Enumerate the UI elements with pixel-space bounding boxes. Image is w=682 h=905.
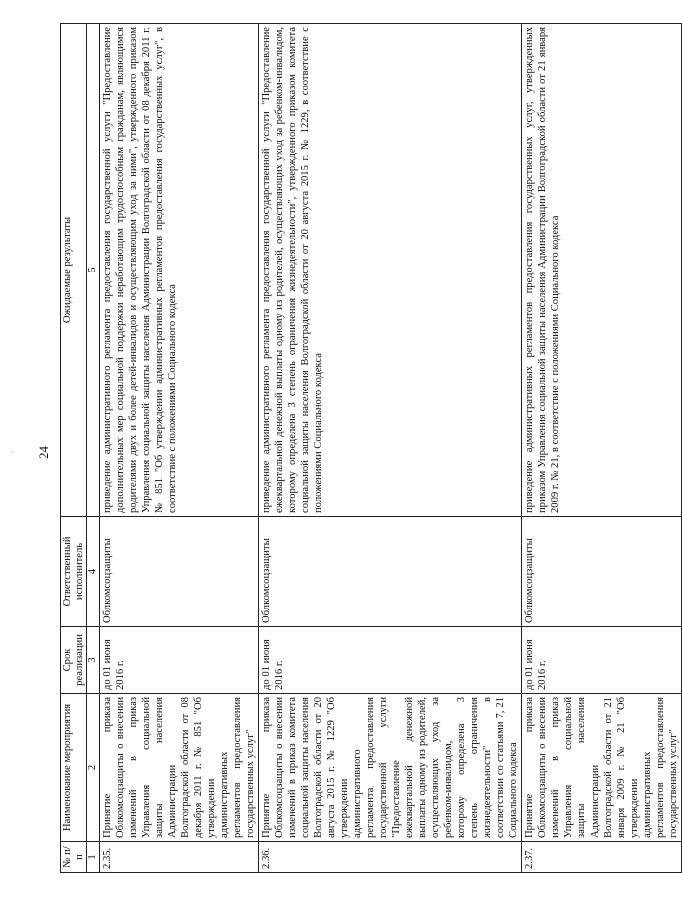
measure-responsible: Облкомсоцзащиты: [99, 517, 258, 627]
measure-result: приведение административного регламента предоставления государственной услуги "Предоставление дополнительных мер социальной поддержки неработающим трудоспособным гражданам, являющимся родителями двух и более детей-инвалидов и осуществляющим уход за ними", утвержденного приказом Управления социальной защиты населения Администрации Волгоградской области от 08 декабря 2011 г. № 851 "Об утверждении административных регламентов предоставления государственных услуг", в соответствие с положениями Социального кодекса: [99, 24, 258, 517]
column-index: 3: [87, 627, 100, 694]
table-header-row: [61, 24, 87, 873]
measures-table: [60, 23, 682, 873]
column-index: 4: [87, 517, 100, 627]
measure-name: Принятие приказа Облкомсоцзащиты о внесении изменений в приказ Управления социальной защиты населения Администрации Волгоградской области от 21 января 2009 г. № 21 "Об утверждении административных регламентов предоставления государственных услуг": [522, 694, 681, 842]
header-term: Срок реализации: [61, 627, 87, 694]
measure-result: приведение административного регламента предоставления государственной услуги "Предоставление ежеквартальной денежной выплаты одному из родителей, осуществляющих уход за ребенком-инвалидом, которому определена 3 степень ограничения жизнедеятельности", утвержденного приказом комитета социальной защиты населения Волгоградской области от 20 августа 2015 г. № 1229, в соответствие с положениями Социального кодекса: [259, 24, 522, 517]
page-number: 24: [36, 446, 51, 459]
measure-term: до 01 июня 2016 г.: [99, 627, 258, 694]
row-number: 2.37.: [522, 842, 681, 873]
header-number: № п/п: [61, 842, 87, 873]
row-number: 2.35.: [99, 842, 258, 873]
measure-term: до 01 июня 2016 г.: [259, 627, 522, 694]
header-result: Ожидаемые результаты: [61, 24, 87, 517]
row-number: 2.36.: [259, 842, 522, 873]
measure-responsible: Облкомсоцзащиты: [522, 517, 681, 627]
table-row: [522, 24, 681, 873]
column-index: 5: [87, 24, 100, 517]
column-index: 2: [87, 694, 100, 842]
measure-name: Принятие приказа Облкомсоцзащиты о внесении изменений в приказ комитета социальной защиты населения Волгоградской области от 20 августа 2015 г. № 1229 "Об утверждении административного регламента предоставления государственной услуги "Предоставление ежеквартальной денежной выплаты одному из родителей, осуществляющих уход за ребенком-инвалидом, которому определена 3 степень ограничения жизнедеятельности" в соответствии со статьями 7, 21 Социального кодекса: [259, 694, 522, 842]
column-index: 1: [87, 842, 100, 873]
measure-term: до 01 июня 2016 г.: [522, 627, 681, 694]
measure-result: приведение административных регламентов предоставления государственных услуг, утвержденных приказом Управления социальной защиты населения Администрации Волгоградской области от 21 января 2009 г. № 21, в соответствие с положениями Социального кодекса: [522, 24, 681, 517]
scan-speck: [12, 452, 13, 453]
header-responsible: Ответственный исполнитель: [61, 517, 87, 627]
header-name: Наименование мероприятия: [61, 694, 87, 842]
measure-name: Принятие приказа Облкомсоцзащиты о внесении изменений в приказ Управления социальной защиты населения Администрации Волгоградской области от 08 декабря 2011 г. № 851 "Об утверждении административных регламентов предоставления государственных услуг": [99, 694, 258, 842]
table-row: [99, 24, 258, 873]
measure-responsible: Облкомсоцзащиты: [259, 517, 522, 627]
table-row: [259, 24, 522, 873]
column-index-row: [87, 24, 100, 873]
